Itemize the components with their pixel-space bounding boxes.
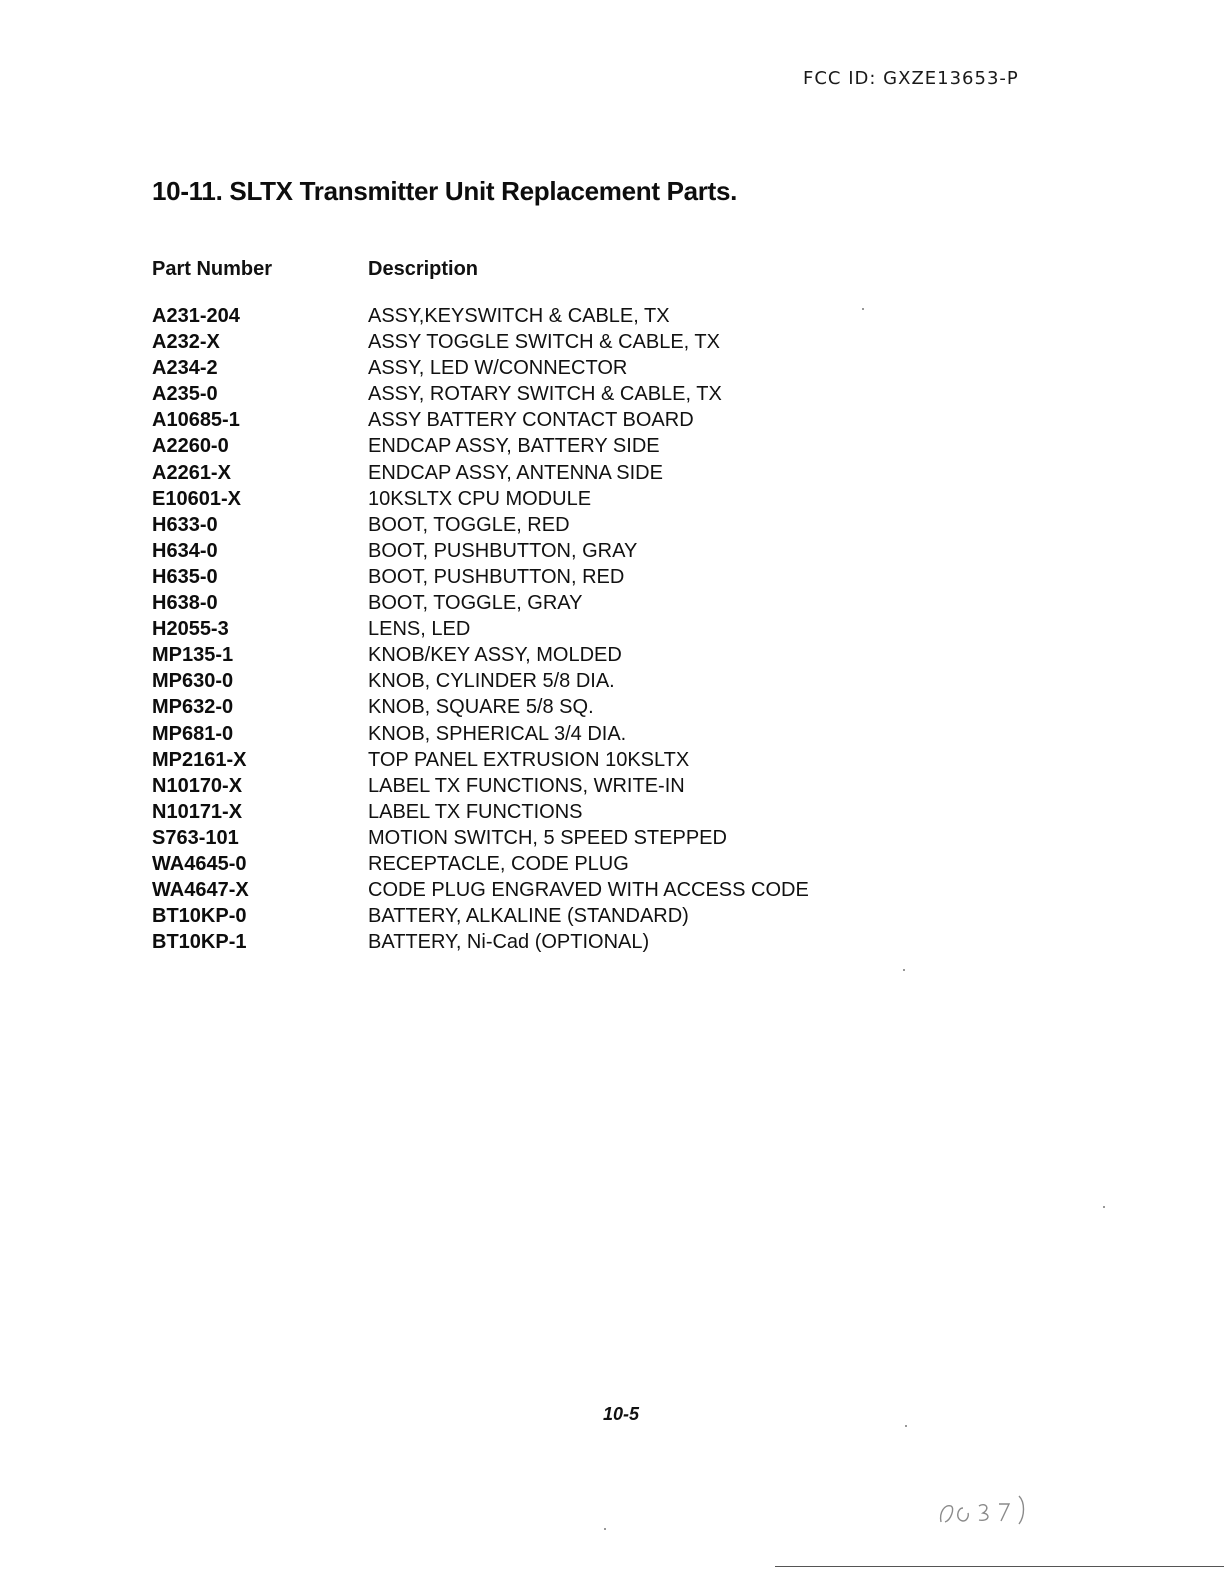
table-row [152, 721, 1052, 747]
part-number: A231-204 [152, 305, 240, 327]
column-header-description: Description [368, 258, 479, 280]
part-description: ASSY TOGGLE SWITCH & CABLE, TX [368, 331, 720, 354]
part-description: BATTERY, ALKALINE (STANDARD) [368, 905, 689, 928]
parts-table-header [152, 258, 952, 284]
column-header-part-number: Part Number [152, 258, 273, 280]
table-row [152, 486, 1052, 512]
table-row [152, 929, 1052, 955]
part-number: A234-2 [152, 357, 218, 380]
part-description: KNOB, SQUARE 5/8 SQ. [368, 696, 594, 719]
table-row [152, 433, 1052, 459]
scan-speck [1103, 1206, 1105, 1208]
table-row [152, 616, 1052, 642]
table-row [152, 851, 1052, 877]
part-number: H634-0 [152, 539, 218, 562]
page-number: 10-5 [603, 1404, 640, 1424]
part-description: ASSY, LED W/CONNECTOR [368, 357, 628, 380]
scan-speck [862, 308, 864, 310]
part-description: BATTERY, Ni-Cad (OPTIONAL) [368, 931, 650, 954]
part-number: MP632-0 [152, 696, 234, 719]
part-description: LABEL TX FUNCTIONS [368, 800, 583, 823]
table-row [152, 877, 1052, 903]
scan-speck [604, 1528, 606, 1530]
part-number: MP2161-X [152, 748, 247, 771]
part-number: A235-0 [152, 383, 218, 406]
part-number: A232-X [152, 331, 220, 354]
part-number: BT10KP-1 [152, 931, 247, 954]
table-row [152, 773, 1052, 799]
part-number: H638-0 [152, 592, 218, 615]
part-description: ASSY, ROTARY SWITCH & CABLE, TX [368, 383, 722, 406]
table-row [152, 460, 1052, 486]
part-description: ENDCAP ASSY, ANTENNA SIDE [368, 461, 663, 484]
table-row [152, 407, 1052, 433]
fcc-id-header: FCC ID: GXZE13653-P [803, 68, 1019, 89]
part-number: E10601-X [152, 487, 241, 510]
table-row [152, 538, 1052, 564]
part-description: ASSY,KEYSWITCH & CABLE, TX [368, 305, 670, 327]
part-description: ENDCAP ASSY, BATTERY SIDE [368, 435, 660, 458]
part-number: MP681-0 [152, 722, 234, 745]
part-number: MP135-1 [152, 644, 234, 667]
part-description: LENS, LED [368, 618, 471, 641]
part-number: H635-0 [152, 565, 218, 588]
table-row [152, 747, 1052, 773]
part-number: BT10KP-0 [152, 905, 247, 928]
section-title: 10-11. SLTX Transmitter Unit Replacement Parts. [152, 176, 738, 206]
table-row [152, 694, 1052, 720]
table-row [152, 799, 1052, 825]
part-number: WA4645-0 [152, 852, 247, 875]
table-row [152, 512, 1052, 538]
handwritten-page-mark [935, 1494, 1027, 1528]
part-number: MP630-0 [152, 670, 234, 693]
bottom-edge-rule [775, 1566, 1224, 1567]
part-description: 10KSLTX CPU MODULE [368, 487, 592, 510]
part-description: KNOB, SPHERICAL 3/4 DIA. [368, 722, 627, 745]
scan-speck [903, 969, 905, 971]
table-row [152, 355, 1052, 381]
part-description: TOP PANEL EXTRUSION 10KSLTX [368, 748, 690, 771]
table-row [152, 564, 1052, 590]
part-description: KNOB/KEY ASSY, MOLDED [368, 644, 622, 667]
part-description: ASSY BATTERY CONTACT BOARD [368, 409, 694, 432]
part-description: LABEL TX FUNCTIONS, WRITE-IN [368, 774, 685, 797]
part-description: BOOT, PUSHBUTTON, RED [368, 565, 625, 588]
table-row [152, 329, 1052, 355]
part-number: H2055-3 [152, 618, 229, 641]
part-number: S763-101 [152, 826, 239, 849]
part-number: A2261-X [152, 461, 231, 484]
table-row [152, 381, 1052, 407]
part-description: BOOT, TOGGLE, RED [368, 513, 570, 536]
part-description: RECEPTACLE, CODE PLUG [368, 852, 629, 875]
part-description: MOTION SWITCH, 5 SPEED STEPPED [368, 826, 727, 849]
table-row [152, 642, 1052, 668]
scan-speck [905, 1425, 907, 1427]
table-row [152, 668, 1052, 694]
part-description: CODE PLUG ENGRAVED WITH ACCESS CODE [368, 879, 809, 902]
part-number: A2260-0 [152, 435, 229, 458]
part-number: N10170-X [152, 774, 243, 797]
parts-list [152, 303, 1052, 955]
table-row [152, 825, 1052, 851]
part-number: A10685-1 [152, 409, 240, 432]
part-number: WA4647-X [152, 879, 249, 902]
table-row [152, 303, 1052, 329]
part-description: BOOT, TOGGLE, GRAY [368, 592, 583, 615]
part-description: BOOT, PUSHBUTTON, GRAY [368, 539, 638, 562]
part-number: H633-0 [152, 513, 218, 536]
table-row [152, 590, 1052, 616]
table-row [152, 903, 1052, 929]
part-description: KNOB, CYLINDER 5/8 DIA. [368, 670, 615, 693]
part-number: N10171-X [152, 800, 243, 823]
